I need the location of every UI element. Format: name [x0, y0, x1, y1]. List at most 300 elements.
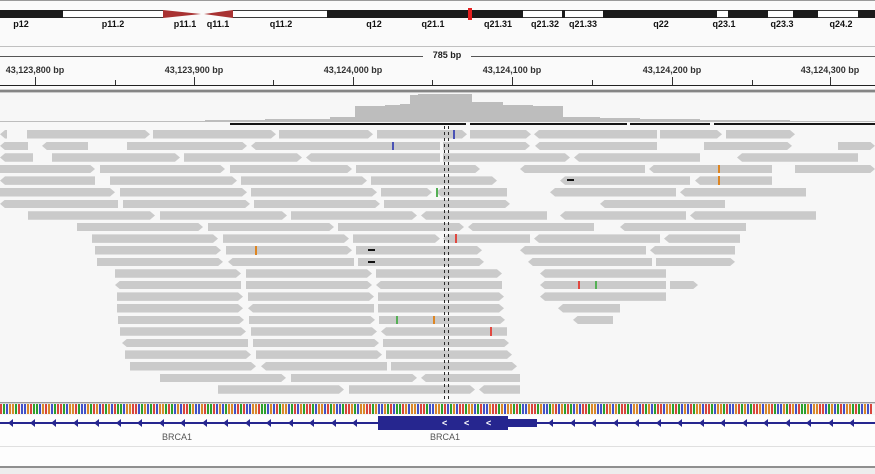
band-label: q21.32 [530, 19, 560, 29]
major-tick [830, 77, 831, 85]
base-G [813, 404, 815, 414]
base-G [228, 404, 230, 414]
base-G [405, 404, 407, 414]
strand-arrow-left-icon [94, 419, 99, 427]
aligned-read[interactable] [117, 292, 243, 301]
aligned-read[interactable] [737, 153, 858, 162]
aligned-read[interactable] [690, 211, 816, 220]
band-label: q12 [366, 19, 382, 29]
alignment-track[interactable] [0, 93, 875, 402]
base-A [396, 404, 398, 414]
aligned-read[interactable] [381, 188, 432, 197]
aligned-read[interactable] [27, 130, 150, 139]
aligned-read[interactable] [479, 385, 520, 394]
aligned-read[interactable] [0, 130, 7, 139]
base-T [423, 404, 425, 414]
base-G [159, 404, 161, 414]
base-A [120, 404, 122, 414]
base-T [642, 404, 644, 414]
base-G [201, 404, 203, 414]
aligned-read[interactable] [122, 339, 248, 348]
aligned-read[interactable] [378, 304, 504, 313]
base-C [408, 404, 410, 414]
base-A [117, 404, 119, 414]
base-G [255, 404, 257, 414]
aligned-read[interactable] [520, 246, 646, 255]
strand-arrow-left-icon [613, 419, 618, 427]
base-A [498, 404, 500, 414]
base-T [132, 404, 134, 414]
base-A [225, 404, 227, 414]
aligned-read[interactable] [540, 281, 666, 290]
strand-arrow-left-icon [51, 419, 56, 427]
base-G [438, 404, 440, 414]
snp-mismatch [595, 281, 597, 290]
base-A [588, 404, 590, 414]
base-C [222, 404, 224, 414]
base-C [357, 404, 359, 414]
base-T [60, 404, 62, 414]
base-C [456, 404, 458, 414]
base-A [33, 404, 35, 414]
aligned-read[interactable] [306, 153, 440, 162]
band-label: q11.2 [269, 19, 293, 29]
strand-arrow-left-icon [245, 419, 250, 427]
aligned-read[interactable] [117, 304, 243, 313]
snp-mismatch [718, 176, 720, 185]
aligned-read[interactable] [558, 304, 620, 313]
aligned-read[interactable] [291, 211, 417, 220]
black-line-segment [470, 123, 627, 125]
aligned-read[interactable] [384, 200, 510, 209]
aligned-read[interactable] [246, 281, 372, 290]
base-T [624, 404, 626, 414]
base-A [786, 404, 788, 414]
aligned-read[interactable] [443, 142, 530, 151]
aligned-read[interactable] [349, 385, 475, 394]
base-T [135, 404, 137, 414]
base-C [174, 404, 176, 414]
base-T [444, 404, 446, 414]
sequence-track[interactable] [0, 404, 875, 415]
base-G [528, 404, 530, 414]
base-T [621, 404, 623, 414]
strand-arrow-left-icon [159, 419, 164, 427]
base-C [429, 404, 431, 414]
base-A [711, 404, 713, 414]
utr-box[interactable] [508, 419, 537, 427]
base-A [141, 404, 143, 414]
aligned-read[interactable] [248, 292, 374, 301]
base-T [462, 404, 464, 414]
base-A [15, 404, 17, 414]
base-G [831, 404, 833, 414]
aligned-read[interactable] [670, 281, 698, 290]
base-A [261, 404, 263, 414]
base-T [771, 404, 773, 414]
aligned-read[interactable] [153, 130, 276, 139]
aligned-read[interactable] [795, 165, 875, 174]
strand-arrow-left-icon [785, 419, 790, 427]
base-A [465, 404, 467, 414]
aligned-read[interactable] [534, 130, 657, 139]
base-T [213, 404, 215, 414]
base-T [738, 404, 740, 414]
aligned-read[interactable] [251, 142, 440, 151]
base-T [186, 404, 188, 414]
aligned-read[interactable] [680, 188, 806, 197]
aligned-read[interactable] [600, 200, 725, 209]
base-C [99, 404, 101, 414]
base-A [312, 404, 314, 414]
exon-strand-arrow-icon: < [442, 418, 448, 428]
base-T [726, 404, 728, 414]
aligned-read[interactable] [118, 316, 244, 325]
aligned-read[interactable] [528, 258, 652, 267]
base-A [537, 404, 539, 414]
base-T [870, 404, 872, 414]
aligned-read[interactable] [353, 234, 440, 243]
aligned-read[interactable] [95, 246, 221, 255]
base-G [27, 404, 29, 414]
aligned-read[interactable] [664, 234, 740, 243]
base-T [675, 404, 677, 414]
aligned-read[interactable] [184, 153, 302, 162]
base-G [282, 404, 284, 414]
base-A [165, 404, 167, 414]
aligned-read[interactable] [383, 339, 509, 348]
base-G [42, 404, 44, 414]
aligned-read[interactable] [256, 350, 382, 359]
snp-mismatch [396, 316, 398, 325]
aligned-read[interactable] [649, 165, 772, 174]
base-T [294, 404, 296, 414]
base-C [198, 404, 200, 414]
strand-arrow-left-icon [30, 419, 35, 427]
base-T [18, 404, 20, 414]
aligned-read[interactable] [223, 234, 349, 243]
aligned-read[interactable] [100, 165, 225, 174]
aligned-read[interactable] [241, 176, 367, 185]
base-G [411, 404, 413, 414]
base-T [327, 404, 329, 414]
base-T [495, 404, 497, 414]
strand-arrow-left-icon [73, 419, 78, 427]
base-G [177, 404, 179, 414]
base-C [24, 404, 26, 414]
aligned-read[interactable] [704, 142, 792, 151]
base-T [531, 404, 533, 414]
base-C [780, 404, 782, 414]
aligned-read[interactable] [92, 234, 218, 243]
snp-mismatch [436, 188, 438, 197]
base-C [381, 404, 383, 414]
coverage-track[interactable] [0, 93, 875, 123]
aligned-read[interactable] [0, 188, 115, 197]
base-A [513, 404, 515, 414]
base-G [510, 404, 512, 414]
strand-arrow-left-icon [288, 419, 293, 427]
base-G [144, 404, 146, 414]
aligned-read[interactable] [421, 374, 520, 383]
chromosome-band [0, 10, 63, 18]
aligned-read[interactable] [574, 153, 700, 162]
strand-arrow-left-icon [828, 419, 833, 427]
chromosome-band [63, 10, 163, 18]
aligned-read[interactable] [208, 223, 334, 232]
base-A [801, 404, 803, 414]
base-G [252, 404, 254, 414]
base-G [72, 404, 74, 414]
base-G [540, 404, 542, 414]
aligned-read[interactable] [0, 176, 95, 185]
gene-track[interactable] [0, 415, 875, 446]
aligned-read[interactable] [656, 258, 735, 267]
base-A [171, 404, 173, 414]
base-G [471, 404, 473, 414]
aligned-read[interactable] [726, 130, 795, 139]
aligned-read[interactable] [0, 153, 33, 162]
base-G [666, 404, 668, 414]
base-A [105, 404, 107, 414]
aligned-read[interactable] [253, 339, 379, 348]
base-G [864, 404, 866, 414]
aligned-read[interactable] [228, 258, 354, 267]
band-label: q24.2 [829, 19, 853, 29]
base-A [519, 404, 521, 414]
base-A [330, 404, 332, 414]
aligned-read[interactable] [838, 142, 875, 151]
aligned-read[interactable] [376, 269, 502, 278]
chromosome-ideogram[interactable] [0, 1, 875, 46]
aligned-read[interactable] [443, 153, 570, 162]
aligned-read[interactable] [251, 327, 377, 336]
aligned-read[interactable] [123, 200, 250, 209]
aligned-read[interactable] [28, 211, 155, 220]
aligned-read[interactable] [550, 188, 676, 197]
aligned-read[interactable] [160, 211, 287, 220]
base-C [663, 404, 665, 414]
aligned-read[interactable] [378, 292, 504, 301]
aligned-read[interactable] [470, 130, 531, 139]
base-C [861, 404, 863, 414]
band-label: p12 [13, 19, 29, 29]
base-A [372, 404, 374, 414]
base-T [753, 404, 755, 414]
base-A [654, 404, 656, 414]
base-A [441, 404, 443, 414]
aligned-read[interactable] [358, 258, 484, 267]
aligned-read[interactable] [230, 165, 352, 174]
base-C [600, 404, 602, 414]
aligned-read[interactable] [0, 200, 118, 209]
aligned-read[interactable] [371, 176, 497, 185]
base-T [420, 404, 422, 414]
base-C [525, 404, 527, 414]
base-T [819, 404, 821, 414]
base-A [750, 404, 752, 414]
base-C [483, 404, 485, 414]
base-A [741, 404, 743, 414]
base-G [846, 404, 848, 414]
base-G [219, 404, 221, 414]
base-T [822, 404, 824, 414]
aligned-read[interactable] [291, 374, 417, 383]
aligned-read[interactable] [356, 165, 480, 174]
aligned-read[interactable] [226, 246, 352, 255]
band-label: p11.1 [173, 19, 197, 29]
gene-name-label: BRCA1 [161, 432, 193, 442]
aligned-read[interactable] [338, 223, 464, 232]
base-C [6, 404, 8, 414]
snp-mismatch [433, 316, 435, 325]
base-T [258, 404, 260, 414]
aligned-read[interactable] [0, 142, 28, 151]
aligned-read[interactable] [254, 200, 380, 209]
base-T [555, 404, 557, 414]
aligned-read[interactable] [115, 269, 241, 278]
base-T [492, 404, 494, 414]
aligned-read[interactable] [120, 327, 246, 336]
strand-arrow-left-icon [223, 419, 228, 427]
base-G [108, 404, 110, 414]
aligned-read[interactable] [468, 223, 594, 232]
aligned-read[interactable] [573, 316, 613, 325]
base-C [762, 404, 764, 414]
strand-arrow-left-icon [266, 419, 271, 427]
base-G [318, 404, 320, 414]
aligned-read[interactable] [115, 281, 241, 290]
base-G [162, 404, 164, 414]
base-T [306, 404, 308, 414]
base-A [828, 404, 830, 414]
center-line-dashed [444, 126, 445, 400]
aligned-read[interactable] [386, 350, 512, 359]
aligned-read[interactable] [125, 350, 251, 359]
snp-mismatch [392, 142, 394, 151]
aligned-read[interactable] [110, 176, 237, 185]
base-G [12, 404, 14, 414]
base-C [834, 404, 836, 414]
aligned-read[interactable] [248, 304, 374, 313]
aligned-read[interactable] [246, 269, 372, 278]
base-C [867, 404, 869, 414]
base-T [798, 404, 800, 414]
aligned-read[interactable] [650, 246, 735, 255]
aligned-read[interactable] [249, 316, 375, 325]
base-A [672, 404, 674, 414]
aligned-read[interactable] [660, 130, 722, 139]
chromosome-band [523, 10, 562, 18]
base-C [378, 404, 380, 414]
aligned-read[interactable] [540, 292, 666, 301]
aligned-read[interactable] [540, 269, 666, 278]
aligned-read[interactable] [0, 165, 95, 174]
aligned-read[interactable] [695, 176, 772, 185]
base-A [549, 404, 551, 414]
aligned-read[interactable] [560, 176, 690, 185]
coordinate-label: 43,123,800 bp [5, 65, 65, 75]
aligned-read[interactable] [436, 188, 507, 197]
base-G [648, 404, 650, 414]
aligned-read[interactable] [620, 223, 746, 232]
base-G [375, 404, 377, 414]
base-A [291, 404, 293, 414]
band-label: q22 [653, 19, 669, 29]
base-G [735, 404, 737, 414]
aligned-read[interactable] [120, 188, 247, 197]
aligned-read[interactable] [52, 153, 180, 162]
base-G [576, 404, 578, 414]
ruler-baseline [0, 85, 875, 86]
aligned-read[interactable] [279, 130, 373, 139]
aligned-read[interactable] [421, 211, 547, 220]
base-C [597, 404, 599, 414]
base-T [657, 404, 659, 414]
aligned-read[interactable] [97, 258, 223, 267]
base-C [714, 404, 716, 414]
base-A [264, 404, 266, 414]
base-C [417, 404, 419, 414]
base-T [45, 404, 47, 414]
gene-name-label: BRCA1 [429, 432, 461, 442]
aligned-read[interactable] [520, 165, 645, 174]
base-C [630, 404, 632, 414]
aligned-read[interactable] [218, 385, 344, 394]
aligned-read[interactable] [160, 374, 286, 383]
aligned-read[interactable] [251, 188, 377, 197]
aligned-read[interactable] [130, 362, 256, 371]
aligned-read[interactable] [560, 211, 686, 220]
chromosome-band [768, 10, 793, 18]
strand-arrow-left-icon [570, 419, 575, 427]
base-G [807, 404, 809, 414]
base-T [57, 404, 59, 414]
base-T [840, 404, 842, 414]
base-A [564, 404, 566, 414]
base-A [450, 404, 452, 414]
base-C [123, 404, 125, 414]
base-T [243, 404, 245, 414]
genome-ruler[interactable] [0, 47, 875, 89]
major-tick [672, 77, 673, 85]
base-A [804, 404, 806, 414]
aligned-read[interactable] [376, 281, 502, 290]
bottom-strip [0, 468, 875, 474]
band-label: q21.1 [421, 19, 445, 29]
strand-arrow-left-icon [8, 419, 13, 427]
base-T [534, 404, 536, 414]
chromosome-band [233, 10, 327, 18]
aligned-read[interactable] [127, 142, 247, 151]
aligned-read[interactable] [534, 234, 660, 243]
strand-arrow-left-icon [591, 419, 596, 427]
aligned-read[interactable] [261, 362, 387, 371]
aligned-read[interactable] [391, 362, 517, 371]
snp-mismatch [255, 246, 257, 255]
base-G [816, 404, 818, 414]
base-T [345, 404, 347, 414]
aligned-read[interactable] [77, 223, 203, 232]
aligned-read[interactable] [42, 142, 88, 151]
chromosome-band [858, 10, 875, 18]
band-label: q21.31 [483, 19, 513, 29]
band-label: q21.33 [568, 19, 598, 29]
strand-arrow-left-icon [309, 419, 314, 427]
strand-arrow-left-icon [180, 419, 185, 427]
base-T [369, 404, 371, 414]
aligned-read[interactable] [535, 142, 657, 151]
